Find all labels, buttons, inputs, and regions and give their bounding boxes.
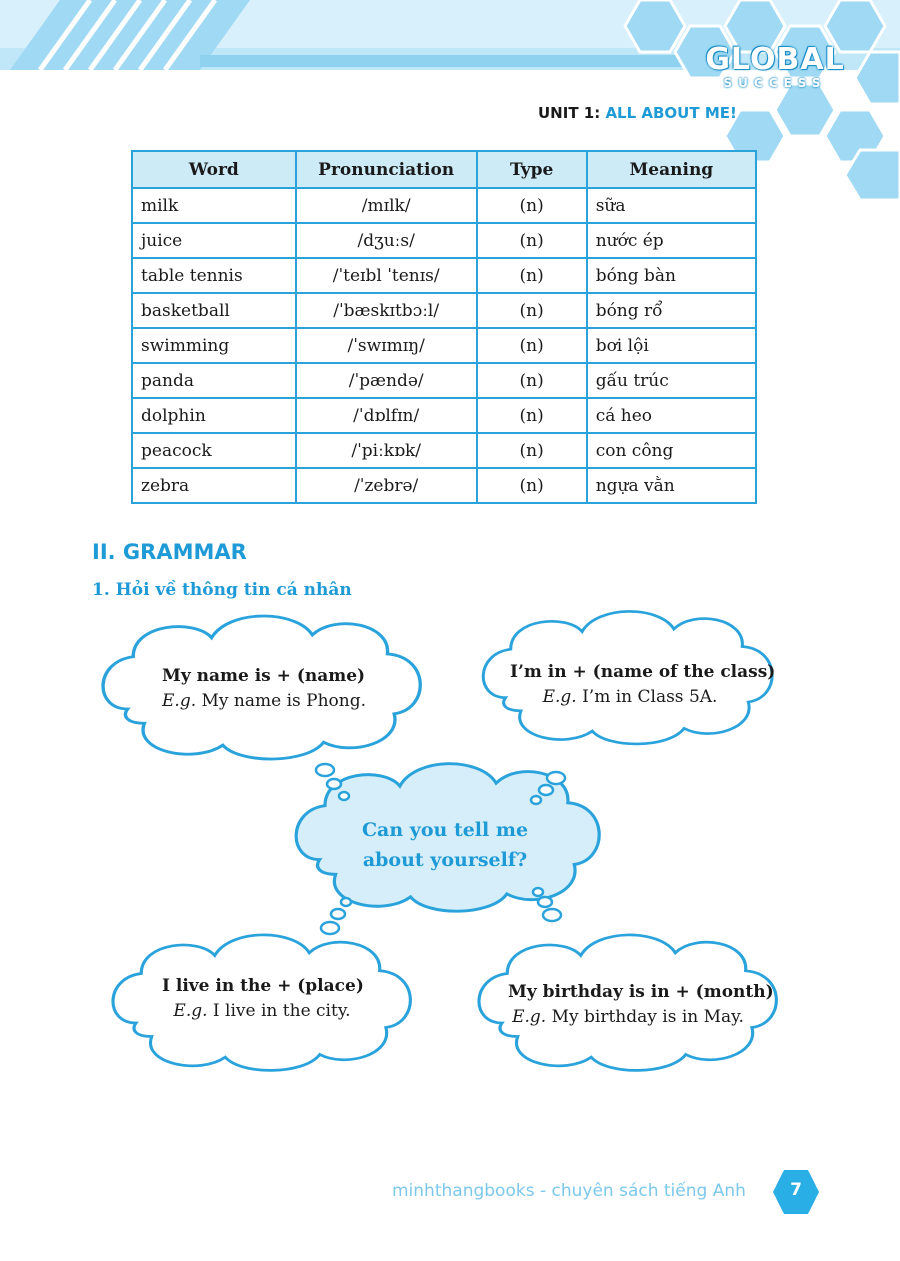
- header-type: Type: [477, 151, 587, 188]
- vocabulary-table: [131, 150, 757, 504]
- cell-type: (n): [477, 398, 587, 433]
- cloud-birthday-pattern: My birthday is in + (month): [508, 982, 774, 1002]
- cell-type: (n): [477, 223, 587, 258]
- unit-title: [538, 104, 737, 122]
- cell-word: milk: [132, 188, 296, 223]
- table-row: [132, 468, 756, 503]
- cell-word: zebra: [132, 468, 296, 503]
- cell-word: swimming: [132, 328, 296, 363]
- header-meaning: Meaning: [587, 151, 756, 188]
- cell-meaning: con công: [587, 433, 756, 468]
- header-pronunciation: Pronunciation: [296, 151, 477, 188]
- cell-pronunciation: /ˈzebrə/: [296, 468, 477, 503]
- cell-type: (n): [477, 258, 587, 293]
- cell-pronunciation: /ˈteɪbl ˈtenɪs/: [296, 258, 477, 293]
- table-row: [132, 223, 756, 258]
- cell-meaning: bóng bàn: [587, 258, 756, 293]
- cell-word: panda: [132, 363, 296, 398]
- cloud-place-text: [162, 974, 362, 1024]
- header-word: Word: [132, 151, 296, 188]
- cell-pronunciation: /ˈbæskɪtbɔːl/: [296, 293, 477, 328]
- logo-sub-text: SUCCESS: [723, 76, 827, 90]
- cloud-place-pattern: I live in the + (place): [162, 976, 364, 996]
- cell-pronunciation: /mɪlk/: [296, 188, 477, 223]
- cell-pronunciation: /ˈpændə/: [296, 363, 477, 398]
- cloud-name-pattern: My name is + (name): [162, 666, 366, 686]
- cloud-name-example: E.g. My name is Phong.: [162, 691, 367, 711]
- table-row: [132, 258, 756, 293]
- subsection-title: 1. Hỏi về thông tin cá nhân: [92, 580, 352, 600]
- cell-type: (n): [477, 328, 587, 363]
- cell-type: (n): [477, 433, 587, 468]
- cloud-birthday-text: [508, 980, 774, 1030]
- section-title: II. GRAMMAR: [92, 540, 247, 564]
- cell-word: peacock: [132, 433, 296, 468]
- cell-type: (n): [477, 293, 587, 328]
- table-row: [132, 363, 756, 398]
- cell-pronunciation: /dʒuːs/: [296, 223, 477, 258]
- table-row: [132, 398, 756, 433]
- logo-main-text: GLOBAL: [705, 42, 845, 77]
- cell-word: table tennis: [132, 258, 296, 293]
- table-header-row: [132, 151, 756, 188]
- cloud-place-example: E.g. I live in the city.: [173, 1001, 351, 1021]
- cell-pronunciation: /ˈpiːkɒk/: [296, 433, 477, 468]
- cell-meaning: sữa: [587, 188, 756, 223]
- cloud-name-text: [162, 664, 367, 714]
- table-body: [132, 188, 756, 503]
- cell-meaning: bơi lội: [587, 328, 756, 363]
- cell-pronunciation: /ˈdɒlfɪn/: [296, 398, 477, 433]
- unit-name: ALL ABOUT ME!: [605, 104, 737, 122]
- table-row: [132, 293, 756, 328]
- cell-pronunciation: /ˈswɪmɪŋ/: [296, 328, 477, 363]
- cell-word: dolphin: [132, 398, 296, 433]
- table-row: [132, 328, 756, 363]
- cell-word: basketball: [132, 293, 296, 328]
- cell-meaning: ngựa vằn: [587, 468, 756, 503]
- cell-meaning: nước ép: [587, 223, 756, 258]
- center-question-line1: Can you tell me: [361, 819, 529, 841]
- cell-meaning: bóng rổ: [587, 293, 756, 328]
- cell-type: (n): [477, 188, 587, 223]
- cell-meaning: cá heo: [587, 398, 756, 433]
- table-row: [132, 188, 756, 223]
- unit-prefix: UNIT 1:: [538, 104, 606, 122]
- cloud-class-example: E.g. I’m in Class 5A.: [542, 687, 718, 707]
- global-success-logo: [700, 44, 850, 94]
- footer-publisher: minhthangbooks - chuyên sách tiếng Anh: [392, 1181, 746, 1201]
- cell-meaning: gấu trúc: [587, 363, 756, 398]
- cloud-class-pattern: I’m in + (name of the class): [510, 662, 776, 682]
- cell-word: juice: [132, 223, 296, 258]
- table-row: [132, 433, 756, 468]
- cell-type: (n): [477, 468, 587, 503]
- page-number-badge: [772, 1168, 820, 1216]
- cloud-birthday-example: E.g. My birthday is in May.: [512, 1007, 744, 1027]
- page-number: 7: [790, 1180, 802, 1200]
- cloud-class-text: [510, 660, 776, 710]
- center-question: [330, 815, 560, 875]
- cell-type: (n): [477, 363, 587, 398]
- center-question-line2: about yourself?: [362, 849, 528, 871]
